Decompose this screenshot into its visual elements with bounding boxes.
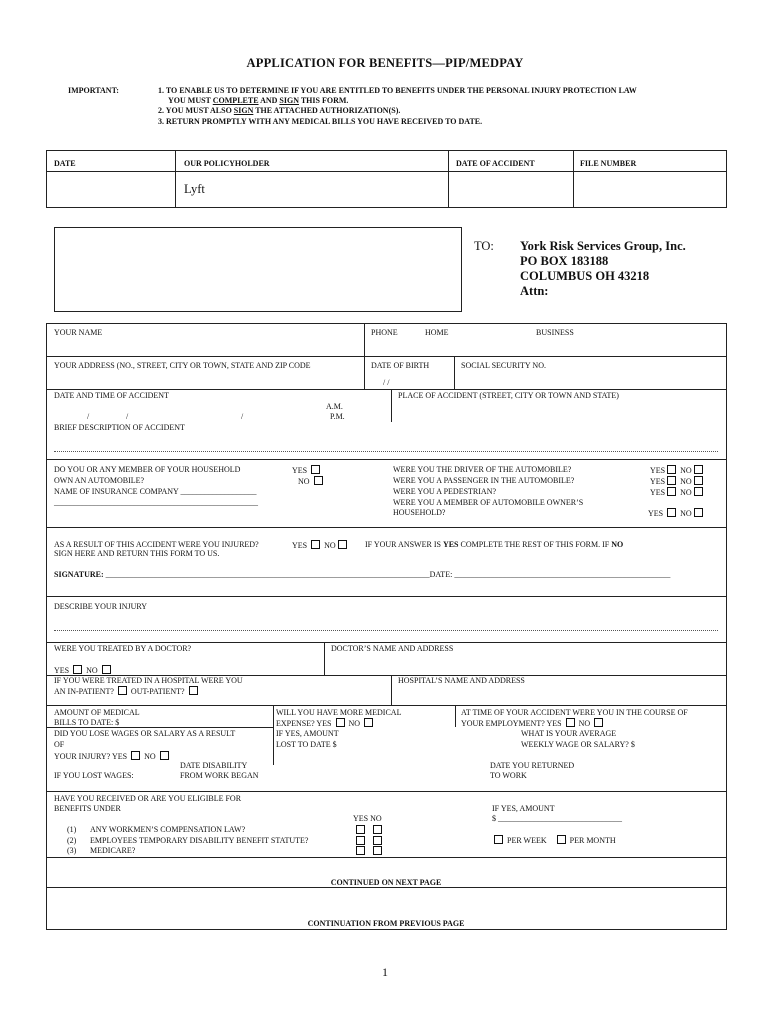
dob-slashes: / / — [383, 378, 390, 387]
lose-wages-2: OF — [54, 740, 65, 749]
member-q2: HOUSEHOLD? — [393, 508, 446, 517]
passenger-no-checkbox[interactable] — [694, 476, 703, 485]
place-accident-label: PLACE OF ACCIDENT (STREET, CITY OR TOWN AND STATE) — [398, 391, 619, 400]
injured-instructions-2: SIGN HERE AND RETURN THIS FORM TO US. — [54, 549, 220, 558]
am-label: A.M. — [326, 402, 343, 411]
hospital-field[interactable] — [392, 687, 725, 704]
benefit-2-label: EMPLOYEES TEMPORARY DISABILITY BENEFIT STATUTE? — [90, 836, 309, 845]
page-title: APPLICATION FOR BENEFITS—PIP/MEDPAY — [246, 56, 524, 70]
file-number-field[interactable] — [574, 172, 725, 206]
hospital-q1: IF YOU WERE TREATED IN A HOSPITAL WERE YOU — [54, 676, 243, 685]
more-medical-yes-checkbox[interactable] — [336, 718, 345, 727]
per-month-checkbox[interactable] — [557, 835, 566, 844]
more-medical-2: EXPENSE? YES NO — [276, 718, 375, 730]
employment-yes-checkbox[interactable] — [566, 718, 575, 727]
medical-bills-1: AMOUNT OF MEDICAL — [54, 708, 140, 717]
pedestrian-no-checkbox[interactable] — [694, 487, 703, 496]
important-line-4: 3. RETURN PROMPTLY WITH ANY MEDICAL BILLS YOU HAVE RECEIVED TO DATE. — [158, 117, 483, 126]
in-patient-checkbox[interactable] — [118, 686, 127, 695]
your-name-field[interactable] — [47, 338, 363, 355]
date-field[interactable] — [47, 172, 174, 206]
treated-yes-no: YES NO — [54, 665, 113, 677]
benefits-1: HAVE YOU RECEIVED OR ARE YOU ELIGIBLE FOR — [54, 794, 242, 803]
your-address-label: YOUR ADDRESS (NO., STREET, CITY OR TOWN, STATE AND ZIP CODE — [54, 361, 311, 370]
slash-1: / — [87, 412, 90, 421]
insurance-company-label: NAME OF INSURANCE COMPANY ___________________ — [54, 487, 257, 496]
if-yes-amount: IF YES, AMOUNT — [492, 804, 555, 813]
important-line-1: 1. TO ENABLE US TO DETERMINE IF YOU ARE ENTITLED TO BENEFITS UNDER THE PERSONAL INJURY PROTECTION LAW — [158, 86, 637, 95]
treated-question: WERE YOU TREATED BY A DOCTOR? — [54, 644, 192, 653]
lose-wages-no-checkbox[interactable] — [160, 751, 169, 760]
per-period: PER WEEK PER MONTH — [492, 835, 616, 847]
lose-wages-1: DID YOU LOSE WAGES OR SALARY AS A RESULT — [54, 729, 236, 738]
pedestrian-yes-no: YES NO — [650, 487, 705, 499]
date-of-accident-field[interactable] — [449, 172, 572, 206]
your-name-label: YOUR NAME — [54, 328, 103, 337]
benefit-2-no-checkbox[interactable] — [373, 836, 382, 845]
course-employment-1: AT TIME OF YOUR ACCIDENT WERE YOU IN THE COURSE OF — [461, 708, 688, 717]
member-no-checkbox[interactable] — [694, 508, 703, 517]
driver-q: WERE YOU THE DRIVER OF THE AUTOMOBILE? — [393, 465, 572, 474]
pedestrian-yes-checkbox[interactable] — [667, 487, 676, 496]
amount-lost-1: IF YES, AMOUNT — [276, 729, 339, 738]
dob-field[interactable] — [365, 371, 453, 388]
household-yes: YES — [292, 465, 322, 477]
home-label: HOME — [425, 328, 449, 337]
doctor-name-label: DOCTOR’S NAME AND ADDRESS — [331, 644, 454, 653]
lose-wages-3: YOUR INJURY? YES NO — [54, 751, 171, 763]
benefit-2-num: (2) — [67, 836, 77, 845]
passenger-yes-checkbox[interactable] — [667, 476, 676, 485]
benefit-1-num: (1) — [67, 825, 77, 834]
pedestrian-q: WERE YOU A PEDESTRIAN? — [393, 487, 497, 496]
continuation-label: CONTINUATION FROM PREVIOUS PAGE — [307, 919, 465, 928]
driver-yes-no: YES NO — [650, 465, 705, 477]
avg-wage-1: WHAT IS YOUR AVERAGE — [521, 729, 617, 738]
brief-description-line[interactable] — [54, 451, 718, 452]
describe-injury-label: DESCRIBE YOUR INJURY — [54, 602, 148, 611]
describe-injury-line[interactable] — [54, 630, 718, 631]
treated-yes-checkbox[interactable] — [73, 665, 82, 674]
member-yes-no: YES NO — [648, 508, 705, 520]
pm-label: P.M. — [330, 412, 345, 421]
more-medical-no-checkbox[interactable] — [364, 718, 373, 727]
to-line-4: Attn: — [520, 284, 549, 298]
hospital-name-label: HOSPITAL’S NAME AND ADDRESS — [398, 676, 525, 685]
disability-2: FROM WORK BEGAN — [180, 771, 259, 780]
returned-1: DATE YOU RETURNED — [490, 761, 575, 770]
slash-2: / — [126, 412, 129, 421]
brief-description-label: BRIEF DESCRIPTION OF ACCIDENT — [54, 423, 185, 432]
household-q1: DO YOU OR ANY MEMBER OF YOUR HOUSEHOLD — [54, 465, 241, 474]
treated-no-checkbox[interactable] — [102, 665, 111, 674]
ssn-field[interactable] — [455, 371, 725, 388]
injured-instructions: IF YOUR ANSWER IS YES COMPLETE THE REST OF THIS FORM. IF NO — [365, 540, 624, 549]
benefit-3-num: (3) — [67, 846, 77, 855]
important-line-2: YOU MUST COMPLETE AND SIGN THIS FORM. — [168, 96, 349, 105]
driver-yes-checkbox[interactable] — [667, 465, 676, 474]
slash-3: / — [241, 412, 244, 421]
injured-question: AS A RESULT OF THIS ACCIDENT WERE YOU INJURED? — [54, 540, 259, 549]
important-label: IMPORTANT: — [68, 86, 119, 95]
household-no: NO — [298, 476, 325, 488]
lose-wages-yes-checkbox[interactable] — [131, 751, 140, 760]
header-file-number-label: FILE NUMBER — [580, 159, 637, 168]
header-date-label: DATE — [54, 159, 76, 168]
signature-date-line[interactable]: ______________________________________________________ — [454, 570, 671, 579]
household-no-checkbox[interactable] — [314, 476, 323, 485]
insurance-company-line[interactable]: ___________________________________________________ — [54, 498, 258, 507]
benefit-1-yes-checkbox[interactable] — [356, 825, 365, 834]
disability-1: DATE DISABILITY — [180, 761, 248, 770]
phone-field[interactable] — [365, 338, 725, 355]
date-time-accident-label: DATE AND TIME OF ACCIDENT — [54, 391, 169, 400]
to-line-2: PO BOX 183188 — [520, 254, 609, 268]
amount-line[interactable]: $ _______________________________ — [492, 814, 622, 823]
course-employment-2: YOUR EMPLOYMENT? YES NO — [461, 718, 605, 730]
amount-lost-2: LOST TO DATE $ — [276, 740, 337, 749]
continued-label: CONTINUED ON NEXT PAGE — [330, 878, 442, 887]
employment-no-checkbox[interactable] — [594, 718, 603, 727]
passenger-q: WERE YOU A PASSENGER IN THE AUTOMOBILE? — [393, 476, 575, 485]
benefit-3-label: MEDICARE? — [90, 846, 136, 855]
benefit-3-no-checkbox[interactable] — [373, 846, 382, 855]
member-yes-checkbox[interactable] — [667, 508, 676, 517]
if-lost-wages: IF YOU LOST WAGES: — [54, 771, 134, 780]
returned-2: TO WORK — [490, 771, 527, 780]
signature-row: SIGNATURE: _________________________________________________________________________________DATE: ______________________________________________________ — [54, 570, 671, 579]
benefit-2-yes-checkbox[interactable] — [356, 836, 365, 845]
benefit-3-yes-checkbox[interactable] — [356, 846, 365, 855]
page-number: 1 — [382, 965, 388, 979]
benefit-1-label: ANY WORKMEN’S COMPENSATION LAW? — [90, 825, 246, 834]
benefit-1-no-checkbox[interactable] — [373, 825, 382, 834]
place-accident-field[interactable] — [392, 401, 725, 421]
important-line-3: 2. YOU MUST ALSO SIGN THE ATTACHED AUTHORIZATION(S). — [158, 106, 401, 115]
hospital-q2: AN IN-PATIENT? OUT-PATIENT? — [54, 686, 200, 698]
business-label: BUSINESS — [536, 328, 574, 337]
return-address-box[interactable] — [54, 227, 462, 312]
benefits-2: BENEFITS UNDER — [54, 804, 121, 813]
to-line-1: York Risk Services Group, Inc. — [520, 239, 686, 253]
ssn-label: SOCIAL SECURITY NO. — [461, 361, 546, 370]
header-policyholder-label: OUR POLICYHOLDER — [184, 159, 270, 168]
out-patient-checkbox[interactable] — [189, 686, 198, 695]
signature-line[interactable]: _________________________________________________________________________________ — [105, 570, 430, 579]
doctor-field[interactable] — [325, 655, 725, 674]
to-line-3: COLUMBUS OH 43218 — [520, 269, 650, 283]
household-q2: OWN AN AUTOMOBILE? — [54, 476, 145, 485]
medical-bills-2: BILLS TO DATE: $ — [54, 718, 120, 727]
date-of-birth-label: DATE OF BIRTH — [371, 361, 430, 370]
more-medical-1: WILL YOU HAVE MORE MEDICAL — [276, 708, 402, 717]
avg-wage-2: WEEKLY WAGE OR SALARY? $ — [521, 740, 635, 749]
yes-no-header: YES NO — [353, 814, 382, 823]
per-week-checkbox[interactable] — [494, 835, 503, 844]
driver-no-checkbox[interactable] — [694, 465, 703, 474]
phone-label: PHONE — [371, 328, 398, 337]
header-date-of-accident-label: DATE OF ACCIDENT — [456, 159, 535, 168]
injured-yes-checkbox[interactable] — [311, 540, 320, 549]
injured-yes-no: YES NO — [292, 540, 349, 552]
member-q1: WERE YOU A MEMBER OF AUTOMOBILE OWNER’S — [393, 498, 584, 507]
passenger-yes-no: YES NO — [650, 476, 705, 488]
to-label: TO: — [474, 239, 494, 253]
address-field[interactable] — [47, 371, 363, 388]
household-yes-checkbox[interactable] — [311, 465, 320, 474]
policyholder-value: Lyft — [184, 182, 205, 196]
injured-no-checkbox[interactable] — [338, 540, 347, 549]
